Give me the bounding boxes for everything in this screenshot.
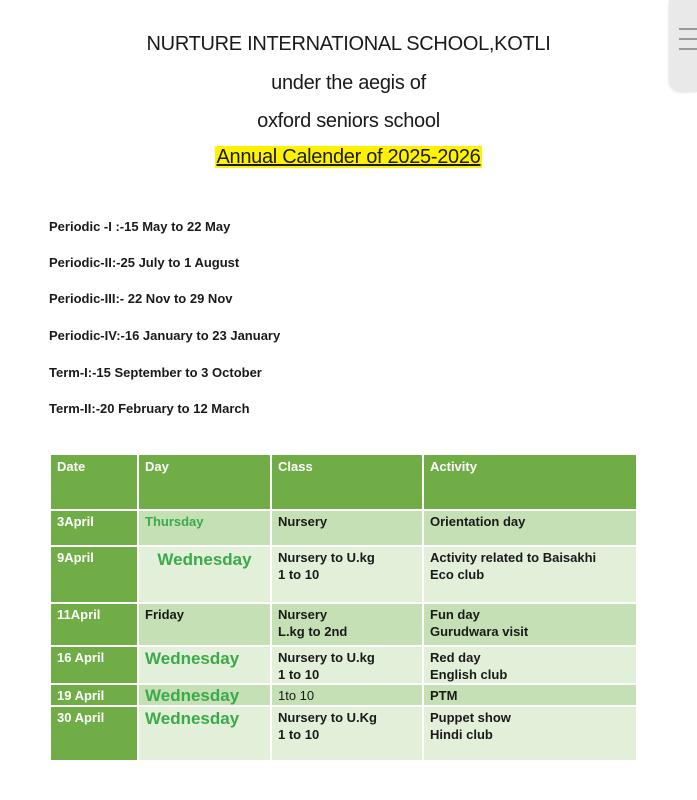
column-header-activity: Activity	[423, 454, 637, 510]
aegis-line: under the aegis of	[271, 72, 426, 94]
row-class	[271, 646, 423, 684]
handle-grip-icon	[679, 28, 697, 30]
school-name: NURTURE INTERNATIONAL SCHOOL,KOTLI	[146, 33, 551, 55]
activity-line: Puppet show	[430, 710, 511, 725]
activity-line: Hindi club	[430, 727, 493, 742]
class-line: 1 to 10	[278, 667, 320, 682]
activity-line: Eco club	[430, 567, 485, 582]
column-header-class: Class	[271, 454, 423, 510]
parent-school: oxford seniors school	[257, 110, 440, 132]
period-line: Periodic-III:- 22 Nov to 29 Nov	[49, 291, 233, 306]
class-line: 1to 10	[278, 688, 315, 703]
period-line: Periodic-IV:-16 January to 23 January	[49, 328, 281, 343]
class-line: L.kg to 2nd	[278, 624, 348, 639]
row-date: 19 April	[50, 684, 138, 706]
table-row	[50, 546, 637, 603]
period-line: Periodic-II:-25 July to 1 August	[49, 255, 240, 270]
row-activity	[423, 646, 637, 684]
row-day: Wednesday	[138, 684, 271, 706]
column-header-date: Date	[50, 454, 138, 510]
row-activity	[423, 684, 637, 706]
activity-line: Fun day	[430, 607, 480, 622]
class-line: Nursery to U.kg	[278, 650, 375, 665]
calendar-table	[49, 453, 638, 762]
table-header-row	[50, 454, 637, 510]
row-activity	[423, 603, 637, 646]
class-line: Nursery	[278, 607, 328, 622]
row-activity	[423, 510, 637, 546]
table-row	[50, 510, 637, 546]
row-day: Thursday	[138, 510, 271, 546]
activity-line: English club	[430, 667, 508, 682]
period-line: Periodic -I :-15 May to 22 May	[49, 219, 231, 234]
row-date: 16 April	[50, 646, 138, 684]
column-header-day: Day	[138, 454, 271, 510]
term-line: Term-II:-20 February to 12 March	[49, 401, 250, 416]
calendar-title-line	[0, 146, 697, 169]
row-day: Wednesday	[138, 546, 271, 603]
row-activity	[423, 546, 637, 603]
row-date: 11April	[50, 603, 138, 646]
activity-line: Activity related to Baisakhi	[430, 550, 597, 565]
activity-line: Orientation day	[430, 514, 526, 529]
row-class	[271, 603, 423, 646]
class-line: Nursery to U.kg	[278, 550, 375, 565]
table-row	[50, 706, 637, 761]
row-date: 3April	[50, 510, 138, 546]
activity-line: PTM	[430, 688, 458, 703]
class-line: 1 to 10	[278, 727, 320, 742]
row-day: Wednesday	[138, 646, 271, 684]
row-date: 30 April	[50, 706, 138, 761]
row-day: Friday	[138, 603, 271, 646]
row-class	[271, 546, 423, 603]
class-line: Nursery to U.Kg	[278, 710, 377, 725]
class-line: 1 to 10	[278, 567, 320, 582]
class-line: Nursery	[278, 514, 328, 529]
row-class	[271, 684, 423, 706]
row-date: 9April	[50, 546, 138, 603]
activity-line: Red day	[430, 650, 481, 665]
term-line: Term-I:-15 September to 3 October	[49, 365, 262, 380]
table-row	[50, 684, 637, 706]
row-day: Wednesday	[138, 706, 271, 761]
activity-line: Gurudwara visit	[430, 624, 529, 639]
row-class	[271, 706, 423, 761]
table-row	[50, 603, 637, 646]
calendar-title: Annual Calender of 2025-2026	[216, 146, 481, 168]
row-activity	[423, 706, 637, 761]
row-class	[271, 510, 423, 546]
table-row	[50, 646, 637, 684]
